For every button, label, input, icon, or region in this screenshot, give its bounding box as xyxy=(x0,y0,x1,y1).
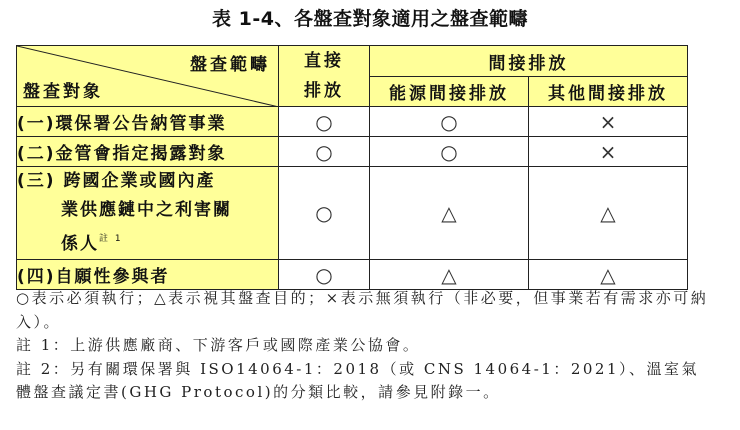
other-not-required-mark: × xyxy=(529,137,688,167)
table-row xyxy=(17,167,688,260)
legend-note: ○表示必須執行；△表示視其盤查目的；×表示無須執行（非必要，但事業若有需求亦可納入）。 xyxy=(16,289,709,331)
direct-emission-header: 直接 排放 xyxy=(279,46,370,107)
direct-required-mark: ○ xyxy=(279,260,370,290)
table-row xyxy=(17,107,688,137)
footnote-1: 註 1：上游供應廠商、下游客戶或國際產業公協會。 xyxy=(16,336,421,354)
energy-required-mark: ○ xyxy=(370,107,529,137)
other-indirect-header: 其他間接排放 xyxy=(529,77,688,107)
table-notes xyxy=(16,287,716,405)
other-conditional-mark: △ xyxy=(529,260,688,290)
table-row xyxy=(17,137,688,167)
energy-required-mark: ○ xyxy=(370,137,529,167)
direct-required-mark: ○ xyxy=(279,167,370,260)
row-subject-label: (二)金管會指定揭露對象 xyxy=(17,137,279,167)
other-conditional-mark: △ xyxy=(529,167,688,260)
diagonal-header-cell xyxy=(17,46,279,107)
footnote-ref: 註 1 xyxy=(99,234,123,244)
direct-required-mark: ○ xyxy=(279,107,370,137)
footnote-2: 註 2：另有關環保署與 ISO14064-1：2018（或 CNS 14064-1：2021）、溫室氣體盤查議定書(GHG Protocol)的分類比較，請參見附錄一。 xyxy=(16,359,700,401)
table-row xyxy=(17,260,688,290)
scope-table xyxy=(16,45,688,290)
row-subject-label: (一)環保署公告納管事業 xyxy=(17,107,279,137)
row-subject-label: (四)自願性參與者 xyxy=(17,260,279,290)
energy-indirect-header: 能源間接排放 xyxy=(370,77,529,107)
scope-header-label: 盤查範疇 xyxy=(190,55,270,75)
other-not-required-mark: × xyxy=(529,107,688,137)
energy-conditional-mark: △ xyxy=(370,167,529,260)
row-subject-label: (三) 跨國企業或國內產 業供應鏈中之利害關 係人$^{註 1}$ xyxy=(17,167,279,260)
subject-header-label: 盤查對象 xyxy=(23,82,103,102)
table-title: 表 1-4、各盤查對象適用之盤查範疇 xyxy=(212,8,528,30)
direct-required-mark: ○ xyxy=(279,137,370,167)
indirect-emission-group-header: 間接排放 xyxy=(370,46,688,77)
energy-conditional-mark: △ xyxy=(370,260,529,290)
